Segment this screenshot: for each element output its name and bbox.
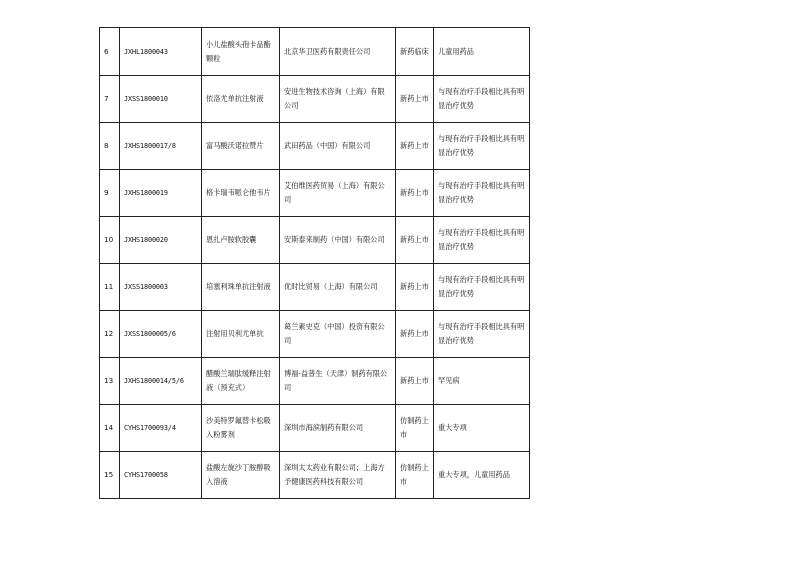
acceptance-number-cell: JXHL1800043 xyxy=(120,28,202,76)
drug-name-cell: 依洛尤单抗注射液 xyxy=(202,76,280,123)
table-row xyxy=(100,28,530,76)
table-row xyxy=(100,311,530,358)
drug-name-cell: 格卡瑞韦哌仑他韦片 xyxy=(202,170,280,217)
application-type-cell: 仿制药上市 xyxy=(396,405,434,452)
priority-reason-cell: 与现有治疗手段相比具有明显治疗优势 xyxy=(434,217,530,264)
table-row xyxy=(100,123,530,170)
table-row xyxy=(100,358,530,405)
priority-reason-cell: 儿童用药品 xyxy=(434,28,530,76)
row-number-cell: 10 xyxy=(100,217,120,264)
applicant-company-cell: 艾伯维医药贸易（上海）有限公司 xyxy=(280,170,396,217)
applicant-company-cell: 武田药品（中国）有限公司 xyxy=(280,123,396,170)
row-number-cell: 15 xyxy=(100,452,120,499)
drug-name-cell: 醋酸兰瑞肽缓释注射液（预充式） xyxy=(202,358,280,405)
application-type-cell: 仿制药上市 xyxy=(396,452,434,499)
table-row xyxy=(100,217,530,264)
table-row xyxy=(100,264,530,311)
priority-reason-cell: 与现有治疗手段相比具有明显治疗优势 xyxy=(434,170,530,217)
row-number-cell: 7 xyxy=(100,76,120,123)
priority-review-table xyxy=(99,27,530,499)
acceptance-number-cell: JXSS1800003 xyxy=(120,264,202,311)
application-type-cell: 新药上市 xyxy=(396,217,434,264)
priority-review-table-page xyxy=(99,27,530,499)
row-number-cell: 9 xyxy=(100,170,120,217)
application-type-cell: 新药上市 xyxy=(396,170,434,217)
table-body xyxy=(100,28,530,499)
row-number-cell: 13 xyxy=(100,358,120,405)
applicant-company-cell: 葛兰素史克（中国）投资有限公司 xyxy=(280,311,396,358)
applicant-company-cell: 深圳太太药业有限公司；上海方予健康医药科技有限公司 xyxy=(280,452,396,499)
application-type-cell: 新药上市 xyxy=(396,311,434,358)
application-type-cell: 新药上市 xyxy=(396,123,434,170)
drug-name-cell: 注射用贝利尤单抗 xyxy=(202,311,280,358)
application-type-cell: 新药上市 xyxy=(396,358,434,405)
priority-reason-cell: 与现有治疗手段相比具有明显治疗优势 xyxy=(434,123,530,170)
acceptance-number-cell: JXSS1800010 xyxy=(120,76,202,123)
table-row xyxy=(100,76,530,123)
priority-reason-cell: 与现有治疗手段相比具有明显治疗优势 xyxy=(434,311,530,358)
acceptance-number-cell: CYHS1700058 xyxy=(120,452,202,499)
priority-reason-cell: 罕见病 xyxy=(434,358,530,405)
applicant-company-cell: 博福-益普生（天津）制药有限公司 xyxy=(280,358,396,405)
application-type-cell: 新药上市 xyxy=(396,76,434,123)
row-number-cell: 6 xyxy=(100,28,120,76)
applicant-company-cell: 安斯泰来制药（中国）有限公司 xyxy=(280,217,396,264)
priority-reason-cell: 与现有治疗手段相比具有明显治疗优势 xyxy=(434,264,530,311)
acceptance-number-cell: JXHS1800020 xyxy=(120,217,202,264)
applicant-company-cell: 优时比贸易（上海）有限公司 xyxy=(280,264,396,311)
acceptance-number-cell: JXHS1800014/5/6 xyxy=(120,358,202,405)
acceptance-number-cell: JXSS1800005/6 xyxy=(120,311,202,358)
drug-name-cell: 小儿盐酸头孢卡品酯颗粒 xyxy=(202,28,280,76)
row-number-cell: 8 xyxy=(100,123,120,170)
table-row xyxy=(100,405,530,452)
table-row xyxy=(100,452,530,499)
priority-reason-cell: 重大专项 xyxy=(434,405,530,452)
drug-name-cell: 盐酸左旋沙丁胺醇吸入溶液 xyxy=(202,452,280,499)
table-row xyxy=(100,170,530,217)
applicant-company-cell: 北京华卫医药有限责任公司 xyxy=(280,28,396,76)
drug-name-cell: 恩扎卢胺软胶囊 xyxy=(202,217,280,264)
priority-reason-cell: 重大专项，儿童用药品 xyxy=(434,452,530,499)
row-number-cell: 14 xyxy=(100,405,120,452)
drug-name-cell: 沙美特罗氟替卡松吸入粉雾剂 xyxy=(202,405,280,452)
application-type-cell: 新药临床 xyxy=(396,28,434,76)
drug-name-cell: 富马酸沃诺拉赞片 xyxy=(202,123,280,170)
applicant-company-cell: 深圳市海滨制药有限公司 xyxy=(280,405,396,452)
drug-name-cell: 培塞利珠单抗注射液 xyxy=(202,264,280,311)
acceptance-number-cell: CYHS1700093/4 xyxy=(120,405,202,452)
acceptance-number-cell: JXHS1800017/8 xyxy=(120,123,202,170)
row-number-cell: 11 xyxy=(100,264,120,311)
acceptance-number-cell: JXHS1800019 xyxy=(120,170,202,217)
application-type-cell: 新药上市 xyxy=(396,264,434,311)
row-number-cell: 12 xyxy=(100,311,120,358)
applicant-company-cell: 安进生物技术咨询（上海）有限公司 xyxy=(280,76,396,123)
priority-reason-cell: 与现有治疗手段相比具有明显治疗优势 xyxy=(434,76,530,123)
